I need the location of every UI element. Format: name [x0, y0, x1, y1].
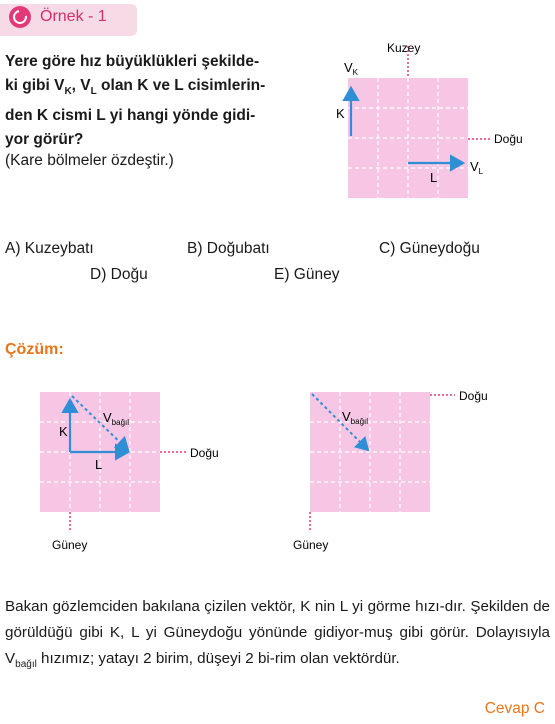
l-label: L	[95, 457, 103, 472]
k-label: K	[336, 106, 345, 121]
solution-figure-left	[30, 380, 235, 560]
l-label: L	[430, 170, 438, 185]
option-e[interactable]: E) Güney	[274, 266, 340, 283]
question-figure	[320, 36, 550, 206]
south-label: Güney	[293, 538, 329, 552]
k-label: K	[59, 424, 68, 439]
east-label: Doğu	[459, 389, 488, 403]
east-label: Doğu	[494, 132, 523, 146]
solution-figure-right	[285, 380, 510, 560]
south-label: Güney	[52, 538, 88, 552]
question-line-2: ki gibi $V_K$, $V_L$ olan K ve L cisimlerin-	[5, 77, 266, 98]
question-text	[5, 50, 305, 152]
question-line-4: yor görür?	[5, 131, 84, 149]
north-label: Kuzey	[387, 41, 421, 55]
question-note: (Kare bölmeler özdeştir.)	[5, 152, 174, 169]
example-title: Örnek - 1	[40, 8, 107, 25]
answer-label: Cevap C	[484, 700, 545, 717]
vl-label: $V_L$	[470, 159, 484, 176]
vbagil-label: $V_{bağıl}$	[103, 410, 130, 427]
explanation-text: Bakan gözlemciden bakılana çizilen vektör, K nin L yi görme hızı-dır. Şekilden de görüldüğü gibi K, L yi Güneydoğu yönünde gidiyor-muş gibi görür. Dolayısıyla $V_{bağıl}$ hızımız; yatayı 2 birim, düşeyi 2 bi-rim olan vektördür.	[5, 598, 550, 671]
question-line-1: Yere göre hız büyüklükleri şekilde-	[5, 53, 260, 70]
vk-label: $V_K$	[344, 60, 359, 77]
option-b[interactable]: B) Doğubatı	[187, 240, 270, 257]
option-d[interactable]: D) Doğu	[90, 266, 148, 283]
vbagil-label: $V_{bağıl}$	[342, 409, 369, 426]
option-c[interactable]: C) Güneydoğu	[379, 240, 480, 257]
question-line-3: den K cismi L yi hangi yönde gidi-	[5, 107, 256, 125]
east-label: Doğu	[190, 446, 219, 460]
solution-title: Çözüm:	[5, 341, 64, 358]
option-a[interactable]: A) Kuzeybatı	[5, 240, 94, 257]
